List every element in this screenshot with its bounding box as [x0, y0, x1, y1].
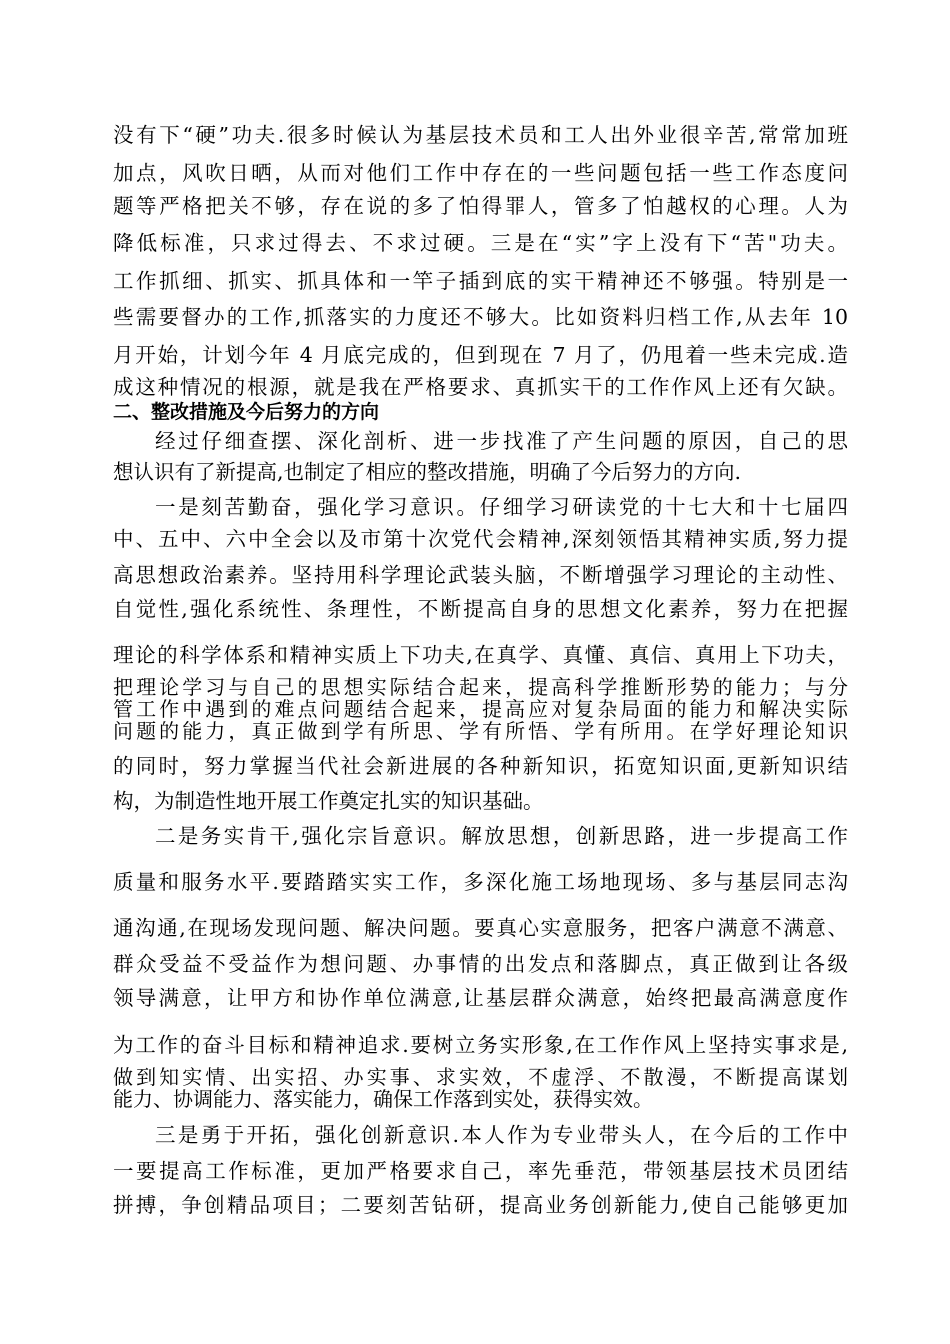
paragraph-line: 高思想政治素养。坚持用科学理论武装头脑，不断增强学习理论的主动性、	[113, 563, 848, 587]
paragraph-line: 二是务实肯干,强化宗旨意识。解放思想，创新思路，进一步提高工作	[155, 824, 848, 848]
paragraph-line: 中、五中、六中全会以及市第十次党代会精神,深刻领悟其精神实质,努力提	[113, 527, 848, 551]
paragraph-line: 工作抓细、抓实、抓具体和一竿子插到底的实干精神还不够强。特别是一	[113, 269, 848, 293]
paragraph-line: 构，为制造性地开展工作奠定扎实的知识基础。	[113, 789, 544, 813]
paragraph-line: 管工作中遇到的难点问题结合起来，提高应对复杂局面的能力和解决实际	[113, 698, 848, 720]
paragraph-line: 的同时，努力掌握当代社会新进展的各种新知识，拓宽知识面,更新知识结	[113, 754, 848, 778]
paragraph-line: 做到知实情、出实招、办实事、求实效，不虚浮、不散漫，不断提高谋划	[113, 1066, 848, 1088]
paragraph-line: 一要提高工作标准，更加严格要求自己，率先垂范，带领基层技术员团结	[113, 1159, 848, 1183]
paragraph-line: 自觉性,强化系统性、条理性，不断提高自身的思想文化素养，努力在把握	[113, 597, 848, 621]
paragraph-line: 加点，风吹日晒，从而对他们工作中存在的一些问题包括一些工作态度问	[113, 161, 848, 185]
paragraph-line: 些需要督办的工作,抓落实的力度还不够大。比如资料归档工作,从去年 10	[113, 305, 848, 329]
paragraph-line: 没有下“硬”功夫.很多时候认为基层技术员和工人出外业很辛苦,常常加班	[113, 123, 848, 147]
paragraph-line: 能力、协调能力、落实能力，确保工作落到实处，获得实效。	[113, 1088, 653, 1110]
paragraph-line: 降低标准，只求过得去、不求过硬。三是在“实”字上没有下“苦"功夫。	[113, 231, 848, 255]
paragraph-line: 通沟通,在现场发现问题、解决问题。要真心实意服务，把客户满意不满意、	[113, 916, 848, 940]
section-heading: 二、整改措施及今后努力的方向	[113, 401, 380, 423]
paragraph-line: 群众受益不受益作为想问题、办事情的出发点和落脚点，真正做到让各级	[113, 952, 848, 976]
paragraph-line: 题等严格把关不够，存在说的多了怕得罪人，管多了怕越权的心理。人为	[113, 194, 848, 218]
paragraph-line: 月开始，计划今年 4 月底完成的，但到现在 7 月了，仍甩着一些未完成.造	[113, 343, 848, 367]
paragraph-line: 质量和服务水平.要踏踏实实工作，多深化施工场地现场、多与基层同志沟	[113, 870, 848, 894]
paragraph-line: 三是勇于开拓，强化创新意识.本人作为专业带头人，在今后的工作中	[155, 1123, 848, 1147]
paragraph-line: 把理论学习与自己的思想实际结合起来，提高科学推断形势的能力；与分	[113, 676, 848, 698]
paragraph-line: 理论的科学体系和精神实质上下功夫,在真学、真懂、真信、真用上下功夫，	[113, 643, 848, 667]
paragraph-line: 领导满意，让甲方和协作单位满意,让基层群众满意，始终把最高满意度作	[113, 986, 848, 1010]
paragraph-line: 想认识有了新提高,也制定了相应的整改措施，明确了今后努力的方向.	[113, 460, 742, 484]
paragraph-line: 一是刻苦勤奋，强化学习意识。仔细学习研读党的十七大和十七届四	[155, 495, 848, 519]
paragraph-line: 问题的能力，真正做到学有所思、学有所悟、学有所用。在学好理论知识	[113, 720, 848, 742]
paragraph-line: 经过仔细查摆、深化剖析、进一步找准了产生问题的原因，自己的思	[155, 429, 848, 453]
paragraph-line: 拼搏，争创精品项目；二要刻苦钻研，提高业务创新能力,使自己能够更加	[113, 1193, 848, 1217]
paragraph-line: 成这种情况的根源，就是我在严格要求、真抓实干的工作作风上还有欠缺。	[113, 375, 848, 399]
paragraph-line: 为工作的奋斗目标和精神追求.要树立务实形象,在工作作风上坚持实事求是,	[113, 1033, 848, 1057]
